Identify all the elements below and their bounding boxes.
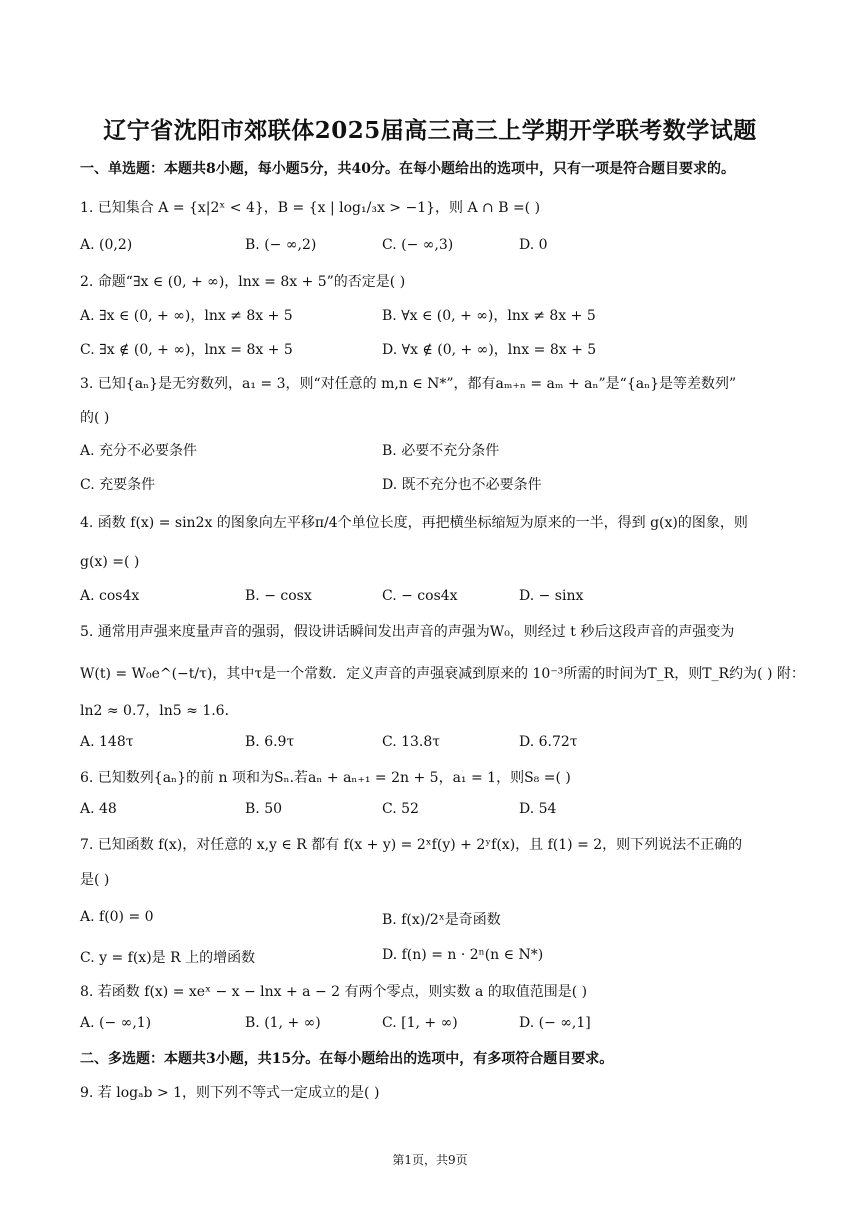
q7-option-c: C. y = f(x)是 R 上的增函数 xyxy=(80,950,256,966)
q1-option-b: B. (− ∞,2) xyxy=(245,237,317,253)
q7-option-a: A. f(0) = 0 xyxy=(80,909,154,925)
q8-option-d: D. (− ∞,1] xyxy=(519,1015,591,1031)
q6-option-d: D. 54 xyxy=(519,801,557,817)
q8-option-a: A. (− ∞,1) xyxy=(80,1015,152,1031)
question-6: 6. 已知数列{aₙ}的前 n 项和为Sₙ.若aₙ + aₙ₊₁ = 2n + 5，a₁ = 1，则S₈ =( ) xyxy=(80,770,571,786)
question-3-line-1: 3. 已知{aₙ}是无穷数列，a₁ = 3，则“对任意的 m,n ∈ N*”，都有aₘ₊ₙ = aₘ + aₙ”是“{aₙ}是等差数列” xyxy=(80,376,737,392)
q1-option-c: C. (− ∞,3) xyxy=(382,237,454,253)
question-7-line-2: 是( ) xyxy=(80,872,110,888)
question-2: 2. 命题“∃x ∈ (0, + ∞)，lnx = 8x + 5”的否定是( ) xyxy=(80,274,406,290)
question-5-line-3: ln2 ≈ 0.7，ln5 ≈ 1.6． xyxy=(80,703,239,719)
q1-option-d: D. 0 xyxy=(519,237,548,253)
q6-option-c: C. 52 xyxy=(382,801,419,817)
q8-option-c: C. [1, + ∞) xyxy=(382,1015,458,1031)
q7-option-d: D. f(n) = n · 2ⁿ(n ∈ N*) xyxy=(382,947,544,963)
question-5-line-1: 5. 通常用声强来度量声音的强弱，假设讲话瞬间发出声音的声强为W₀，则经过 t 秒后这段声音的声强变为 xyxy=(80,624,735,640)
question-4-line-1: 4. 函数 f(x) = sin2x 的图象向左平移π/4个单位长度，再把横坐标缩短为原来的一半，得到 g(x)的图象，则 xyxy=(80,515,748,531)
q5-option-a: A. 148τ xyxy=(80,734,134,750)
q3-option-c: C. 充要条件 xyxy=(80,477,156,493)
q2-option-b: B. ∀x ∈ (0, + ∞)，lnx ≠ 8x + 5 xyxy=(382,308,596,324)
question-4-line-2: g(x) =( ) xyxy=(80,554,140,570)
q5-option-b: B. 6.9τ xyxy=(245,734,295,750)
q4-option-d: D. − sinx xyxy=(519,588,584,604)
q3-option-a: A. 充分不必要条件 xyxy=(80,443,198,459)
q4-option-b: B. − cosx xyxy=(245,588,312,604)
q2-option-d: D. ∀x ∉ (0, + ∞)，lnx = 8x + 5 xyxy=(382,342,597,358)
page-footer: 第1页，共9页 xyxy=(392,1153,468,1167)
question-8: 8. 若函数 f(x) = xeˣ − x − lnx + a − 2 有两个零点，则实数 a 的取值范围是( ) xyxy=(80,984,588,1000)
q6-option-a: A. 48 xyxy=(80,801,117,817)
q3-option-d: D. 既不充分也不必要条件 xyxy=(382,477,542,493)
q1-option-a: A. (0,2) xyxy=(80,237,133,253)
question-9: 9. 若 logₐb > 1，则下列不等式一定成立的是( ) xyxy=(80,1085,380,1101)
q4-option-a: A. cos4x xyxy=(80,588,140,604)
q6-option-b: B. 50 xyxy=(245,801,283,817)
question-5-line-2: W(t) = W₀e^(−t/τ)，其中τ是一个常数．定义声音的声强衰减到原来的 10⁻³所需的时间为T_R，则T_R约为( ) 附： xyxy=(80,666,805,682)
q2-option-a: A. ∃x ∈ (0, + ∞)，lnx ≠ 8x + 5 xyxy=(80,308,293,324)
q3-option-b: B. 必要不充分条件 xyxy=(382,443,500,459)
q5-option-c: C. 13.8τ xyxy=(382,734,441,750)
q7-option-b: B. f(x)/2ˣ是奇函数 xyxy=(382,912,501,928)
question-3-line-2: 的( ) xyxy=(80,410,110,426)
q4-option-c: C. − cos4x xyxy=(382,588,458,604)
section-multiple-choice: 二、多选题：本题共3小题，共15分。在每小题给出的选项中，有多项符合题目要求。 xyxy=(80,1051,614,1067)
question-1: 1. 已知集合 A = {x|2ˣ < 4}，B = {x | log₁/₃x > −1}，则 A ∩ B =( ) xyxy=(80,200,541,216)
question-7-line-1: 7. 已知函数 f(x)，对任意的 x,y ∈ R 都有 f(x + y) = 2ˣf(y) + 2ʸf(x)，且 f(1) = 2，则下列说法不正确的 xyxy=(80,837,743,853)
page-title: 辽宁省沈阳市郊联体2025届高三高三上学期开学联考数学试题 xyxy=(103,117,757,144)
q8-option-b: B. (1, + ∞) xyxy=(245,1015,321,1031)
q2-option-c: C. ∃x ∉ (0, + ∞)，lnx = 8x + 5 xyxy=(80,342,293,358)
q5-option-d: D. 6.72τ xyxy=(519,734,578,750)
section-single-choice: 一、单选题：本题共8小题，每小题5分，共40分。在每小题给出的选项中，只有一项是符合题目要求的。 xyxy=(80,161,735,177)
